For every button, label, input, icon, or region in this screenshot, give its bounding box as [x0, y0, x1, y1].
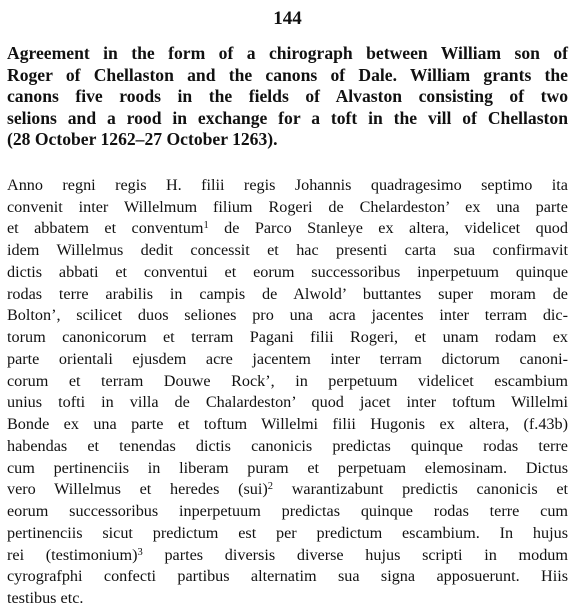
body-line-text: eorum successoribus inperpetuum predictas quinque rodas terre cum — [7, 502, 568, 521]
body-line-text: et abbatem et conventum — [7, 219, 204, 238]
footnote-marker: 1 — [203, 220, 209, 232]
body-line — [7, 262, 568, 284]
body-line-text: convenit inter Willelmum filium Rogeri de Chelardeston’ ex una parte — [7, 197, 568, 216]
body-line-text: rodas terre arabilis in campis de Alwold’ buttantes super moram de — [7, 284, 568, 303]
body-line — [7, 349, 568, 371]
body-line-text: Bolton’, scilicet duos seliones pro una acra jacentes inter terram dic- — [7, 306, 568, 325]
heading-line: (28 October 1262–27 October 1263). — [7, 129, 278, 150]
body-line-text: parte orientali ejusdem acre jacentem inter terram dictorum canoni- — [7, 349, 568, 368]
body-line-text: idem Willelmus dedit concessit et hac presenti carta sua confirmavit — [7, 241, 568, 260]
body-line — [7, 197, 568, 219]
body-line-text: de Parco Stanleye ex altera, videlicet quod — [208, 219, 568, 238]
body-line-text: unius tofti in villa de Chalardeston’ quod jacet inter toftum Willelmi — [7, 393, 568, 412]
body-line — [7, 479, 568, 501]
body-line-text: warantizabunt predictis canonicis et — [273, 480, 568, 499]
footnote-marker: 2 — [267, 481, 274, 493]
body-line — [7, 458, 568, 480]
heading-line: Agreement in the form of a chirograph between William son of — [7, 43, 568, 63]
body-line-text: pertinenciis sicut predictum est per predictum escambium. In hujus — [7, 523, 568, 542]
charter-summary-heading — [7, 43, 568, 151]
body-line — [7, 414, 568, 436]
body-line-text: torum canonicorum et terram Pagani filii Rogeri, et unam rodam ex — [7, 328, 568, 347]
body-line — [7, 523, 568, 545]
body-line-text: dictis abbati et conventui et eorum successoribus inperpetuum quinque — [7, 262, 568, 281]
body-line-text: Anno regni regis H. filii regis Johannis quadragesimo septimo ita — [7, 175, 568, 194]
body-line — [7, 175, 568, 197]
body-line-text: partes diversis diverse hujus scripti in modum — [142, 545, 568, 564]
body-line — [7, 392, 568, 414]
body-line — [7, 436, 568, 458]
body-line — [7, 240, 568, 262]
body-line-text: corum et terram Douwe Rock’, in perpetuum videlicet escambium — [7, 371, 568, 390]
heading-line: canons five roods in the fields of Alvaston consisting of two — [7, 86, 568, 107]
body-line-text: vero Willelmus et heredes (sui) — [7, 480, 268, 499]
body-line-text: testibus etc. — [7, 589, 84, 608]
footnote-marker: 3 — [137, 546, 143, 558]
body-line-text: cum pertinenciis in liberam puram et perpetuam elemosinam. Dictus — [7, 458, 568, 477]
body-line — [7, 305, 568, 327]
body-line — [7, 501, 568, 523]
heading-line: selions and a rood in exchange for a toft in the vill of Chellaston — [7, 107, 568, 128]
body-line-text: rei (testimonium) — [7, 545, 138, 564]
body-line-text: cyrografphi confecti partibus alternatim sua signa apposuerunt. Hiis — [7, 567, 568, 586]
page-number: 144 — [273, 8, 302, 29]
body-line — [7, 588, 568, 610]
body-line — [7, 327, 568, 349]
body-line-text: habendas et tenendas dictis canonicis predictas quinque rodas terre — [7, 436, 568, 455]
charter-latin-text — [7, 175, 568, 610]
document-page — [7, 8, 568, 610]
body-line-text: Bonde ex una parte et toftum Willelmi filii Hugonis ex altera, (f.43b) — [7, 415, 568, 434]
body-line — [7, 371, 568, 393]
body-line — [7, 545, 568, 567]
heading-line: Roger of Chellaston and the canons of Dale. William grants the — [7, 64, 568, 85]
body-line — [7, 566, 568, 588]
body-line — [7, 284, 568, 306]
body-line — [7, 218, 568, 240]
